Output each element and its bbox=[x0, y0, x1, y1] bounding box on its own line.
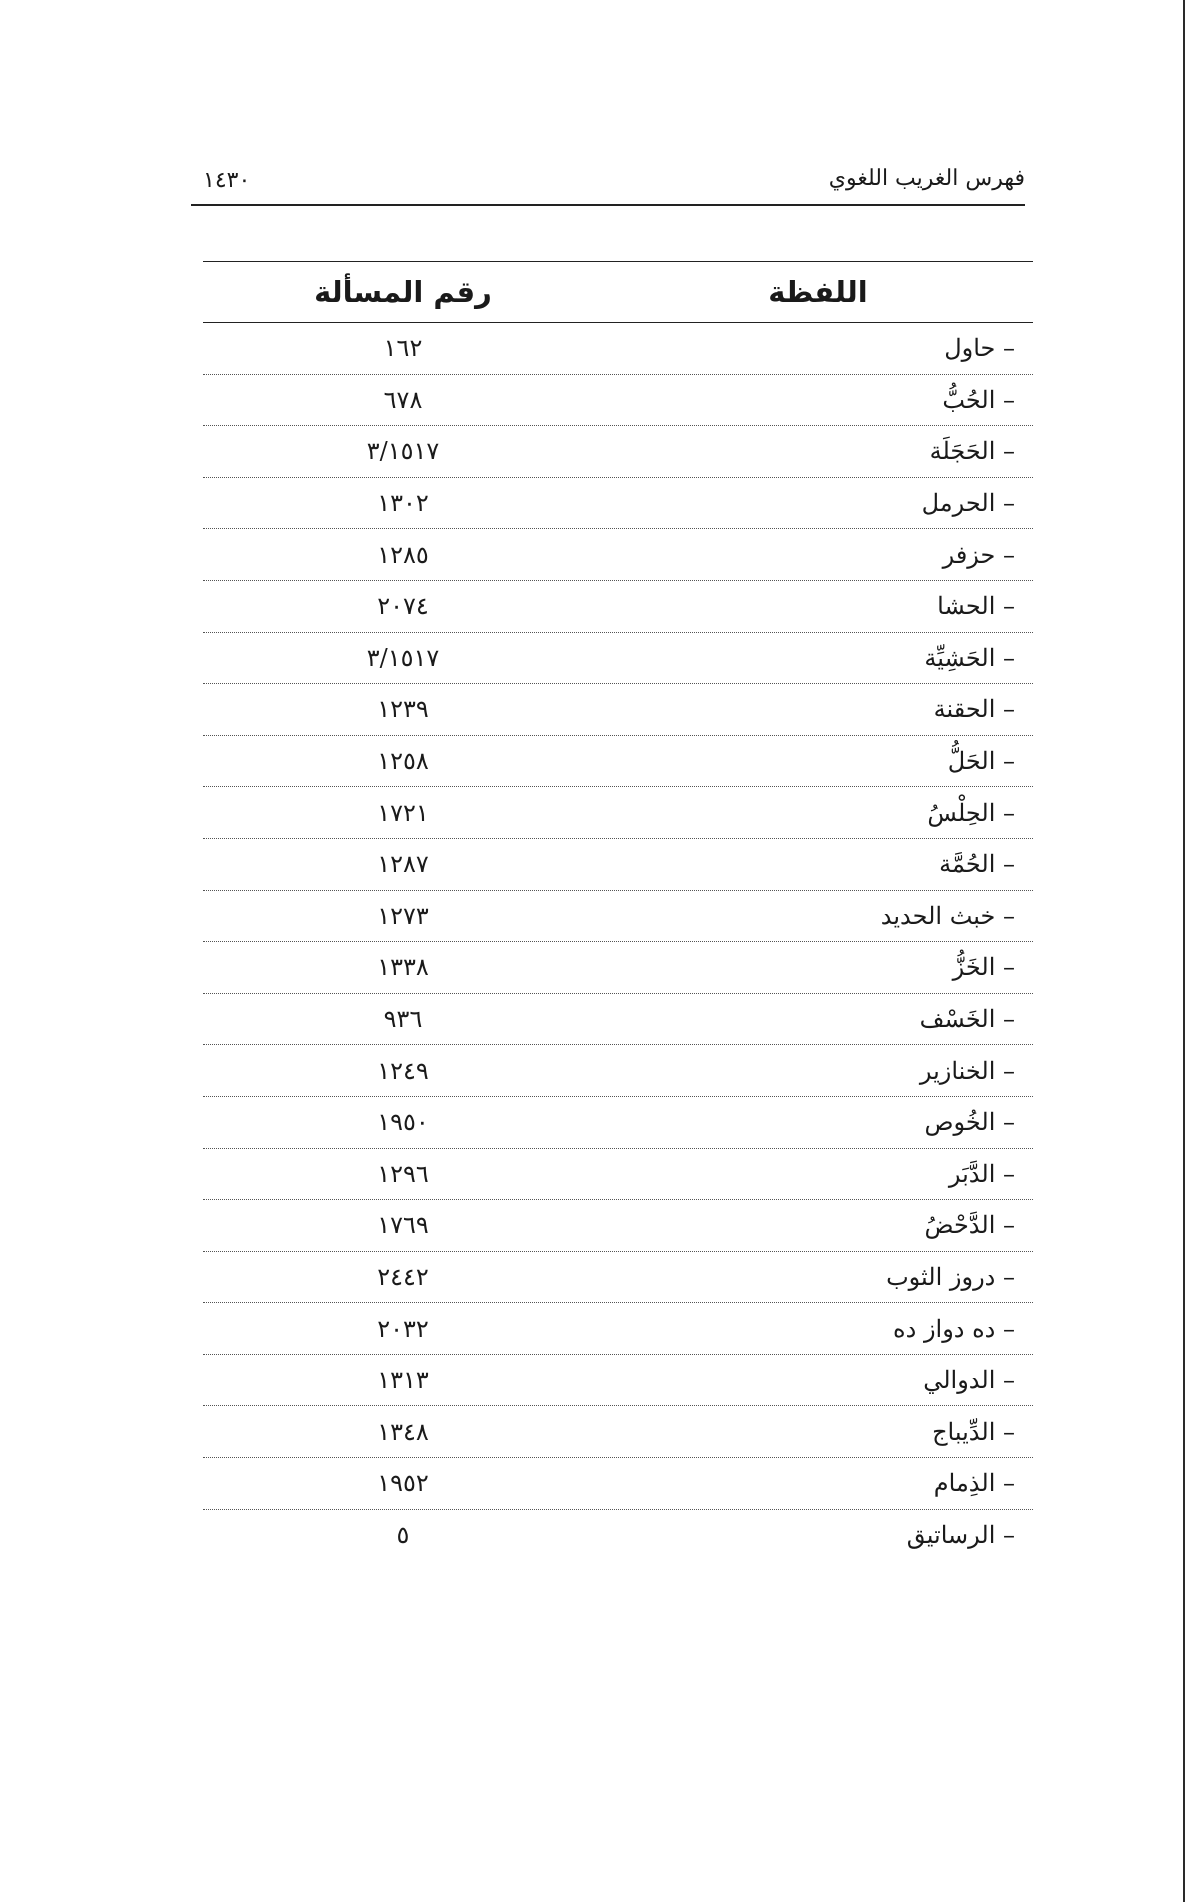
table-row bbox=[203, 942, 1033, 994]
table-row bbox=[203, 684, 1033, 736]
table-row bbox=[203, 1510, 1033, 1561]
entry-number: ١٢٩٦ bbox=[377, 1159, 429, 1188]
entry-number: ١٢٤٩ bbox=[377, 1056, 429, 1085]
entry-word: – الحَلُّ bbox=[947, 747, 1015, 776]
entry-number: ١٢٨٧ bbox=[377, 850, 429, 879]
entry-number: ١٢٨٥ bbox=[377, 540, 429, 569]
entry-word: – الحرمل bbox=[921, 489, 1015, 518]
entry-number: ١٧٢١ bbox=[377, 798, 429, 827]
running-header bbox=[191, 160, 1025, 206]
entry-number: ١٢٥٨ bbox=[377, 747, 429, 776]
table-row bbox=[203, 994, 1033, 1046]
table-row bbox=[203, 1200, 1033, 1252]
entry-number: ٩٣٦ bbox=[383, 1005, 423, 1034]
entry-number: ١٣٣٨ bbox=[377, 953, 429, 982]
entry-word: – الخَزُّ bbox=[952, 953, 1015, 982]
table-row bbox=[203, 1149, 1033, 1201]
entry-number: ٥ bbox=[396, 1520, 410, 1549]
entry-word: – دروز الثوب bbox=[886, 1262, 1015, 1291]
column-header-word: اللفظة bbox=[768, 275, 868, 309]
entry-word: – الحَجَلَة bbox=[929, 437, 1015, 466]
entry-word: – الحشا bbox=[937, 592, 1015, 621]
entry-word: – الدِّيباج bbox=[932, 1417, 1015, 1446]
entry-word: – ده دواز ده bbox=[893, 1314, 1015, 1343]
entry-number: ١٧٦٩ bbox=[377, 1211, 429, 1240]
table-row bbox=[203, 1252, 1033, 1304]
table-header bbox=[203, 261, 1033, 323]
table-body bbox=[203, 323, 1033, 1560]
entry-number: ١٣١٣ bbox=[377, 1366, 429, 1395]
table-row bbox=[203, 426, 1033, 478]
entry-word: – الحِلْسُ bbox=[927, 798, 1015, 827]
entry-word: – الحَشِيِّة bbox=[924, 643, 1015, 672]
table-row bbox=[203, 1303, 1033, 1355]
entry-number: ١٢٣٩ bbox=[377, 695, 429, 724]
entry-number: ٦٧٨ bbox=[383, 385, 423, 414]
header-title: فهرس الغريب اللغوي bbox=[828, 166, 1025, 191]
table-row bbox=[203, 1355, 1033, 1407]
entry-word: – الدوالي bbox=[923, 1366, 1015, 1395]
page-number: ١٤٣٠ bbox=[203, 168, 251, 193]
table-row bbox=[203, 323, 1033, 375]
entry-number: ٢٠٧٤ bbox=[377, 592, 429, 621]
entry-word: – الدَّحْضُ bbox=[924, 1211, 1015, 1240]
index-table bbox=[203, 261, 1033, 1560]
table-row bbox=[203, 736, 1033, 788]
entry-number: ١٣٠٢ bbox=[377, 489, 429, 518]
entry-word: – الذِمام bbox=[933, 1469, 1015, 1498]
table-row bbox=[203, 891, 1033, 943]
entry-number: ٣/١٥١٧ bbox=[366, 437, 440, 466]
entry-number: ٢٠٣٢ bbox=[377, 1314, 429, 1343]
table-row bbox=[203, 581, 1033, 633]
entry-word: – الخنازير bbox=[919, 1056, 1015, 1085]
entry-number: ٣/١٥١٧ bbox=[366, 643, 440, 672]
table-row bbox=[203, 375, 1033, 427]
table-row bbox=[203, 787, 1033, 839]
table-row bbox=[203, 1097, 1033, 1149]
entry-word: – الخُوص bbox=[924, 1108, 1015, 1137]
entry-word: – الرساتيق bbox=[906, 1520, 1015, 1549]
entry-number: ١٩٥٠ bbox=[377, 1108, 429, 1137]
column-header-number: رقم المسألة bbox=[314, 275, 492, 309]
entry-word: – الدَّبَر bbox=[948, 1159, 1015, 1188]
entry-number: ١٢٧٣ bbox=[377, 901, 429, 930]
entry-word: – الحُبُّ bbox=[942, 385, 1015, 414]
entry-number: ١٦٢ bbox=[383, 334, 423, 363]
entry-number: ٢٤٤٢ bbox=[377, 1262, 429, 1291]
table-row bbox=[203, 1045, 1033, 1097]
table-row bbox=[203, 1406, 1033, 1458]
entry-word: – الحُمَّة bbox=[939, 850, 1015, 879]
table-row bbox=[203, 1458, 1033, 1510]
table-row bbox=[203, 478, 1033, 530]
table-row bbox=[203, 633, 1033, 685]
entry-word: – حزفر bbox=[942, 540, 1015, 569]
table-row bbox=[203, 529, 1033, 581]
table-row bbox=[203, 839, 1033, 891]
entry-number: ١٩٥٢ bbox=[377, 1469, 429, 1498]
entry-number: ١٣٤٨ bbox=[377, 1417, 429, 1446]
entry-word: – خبث الحديد bbox=[880, 901, 1015, 930]
entry-word: – حاول bbox=[944, 334, 1015, 363]
entry-word: – الحقنة bbox=[933, 695, 1015, 724]
entry-word: – الخَسْف bbox=[919, 1005, 1015, 1034]
